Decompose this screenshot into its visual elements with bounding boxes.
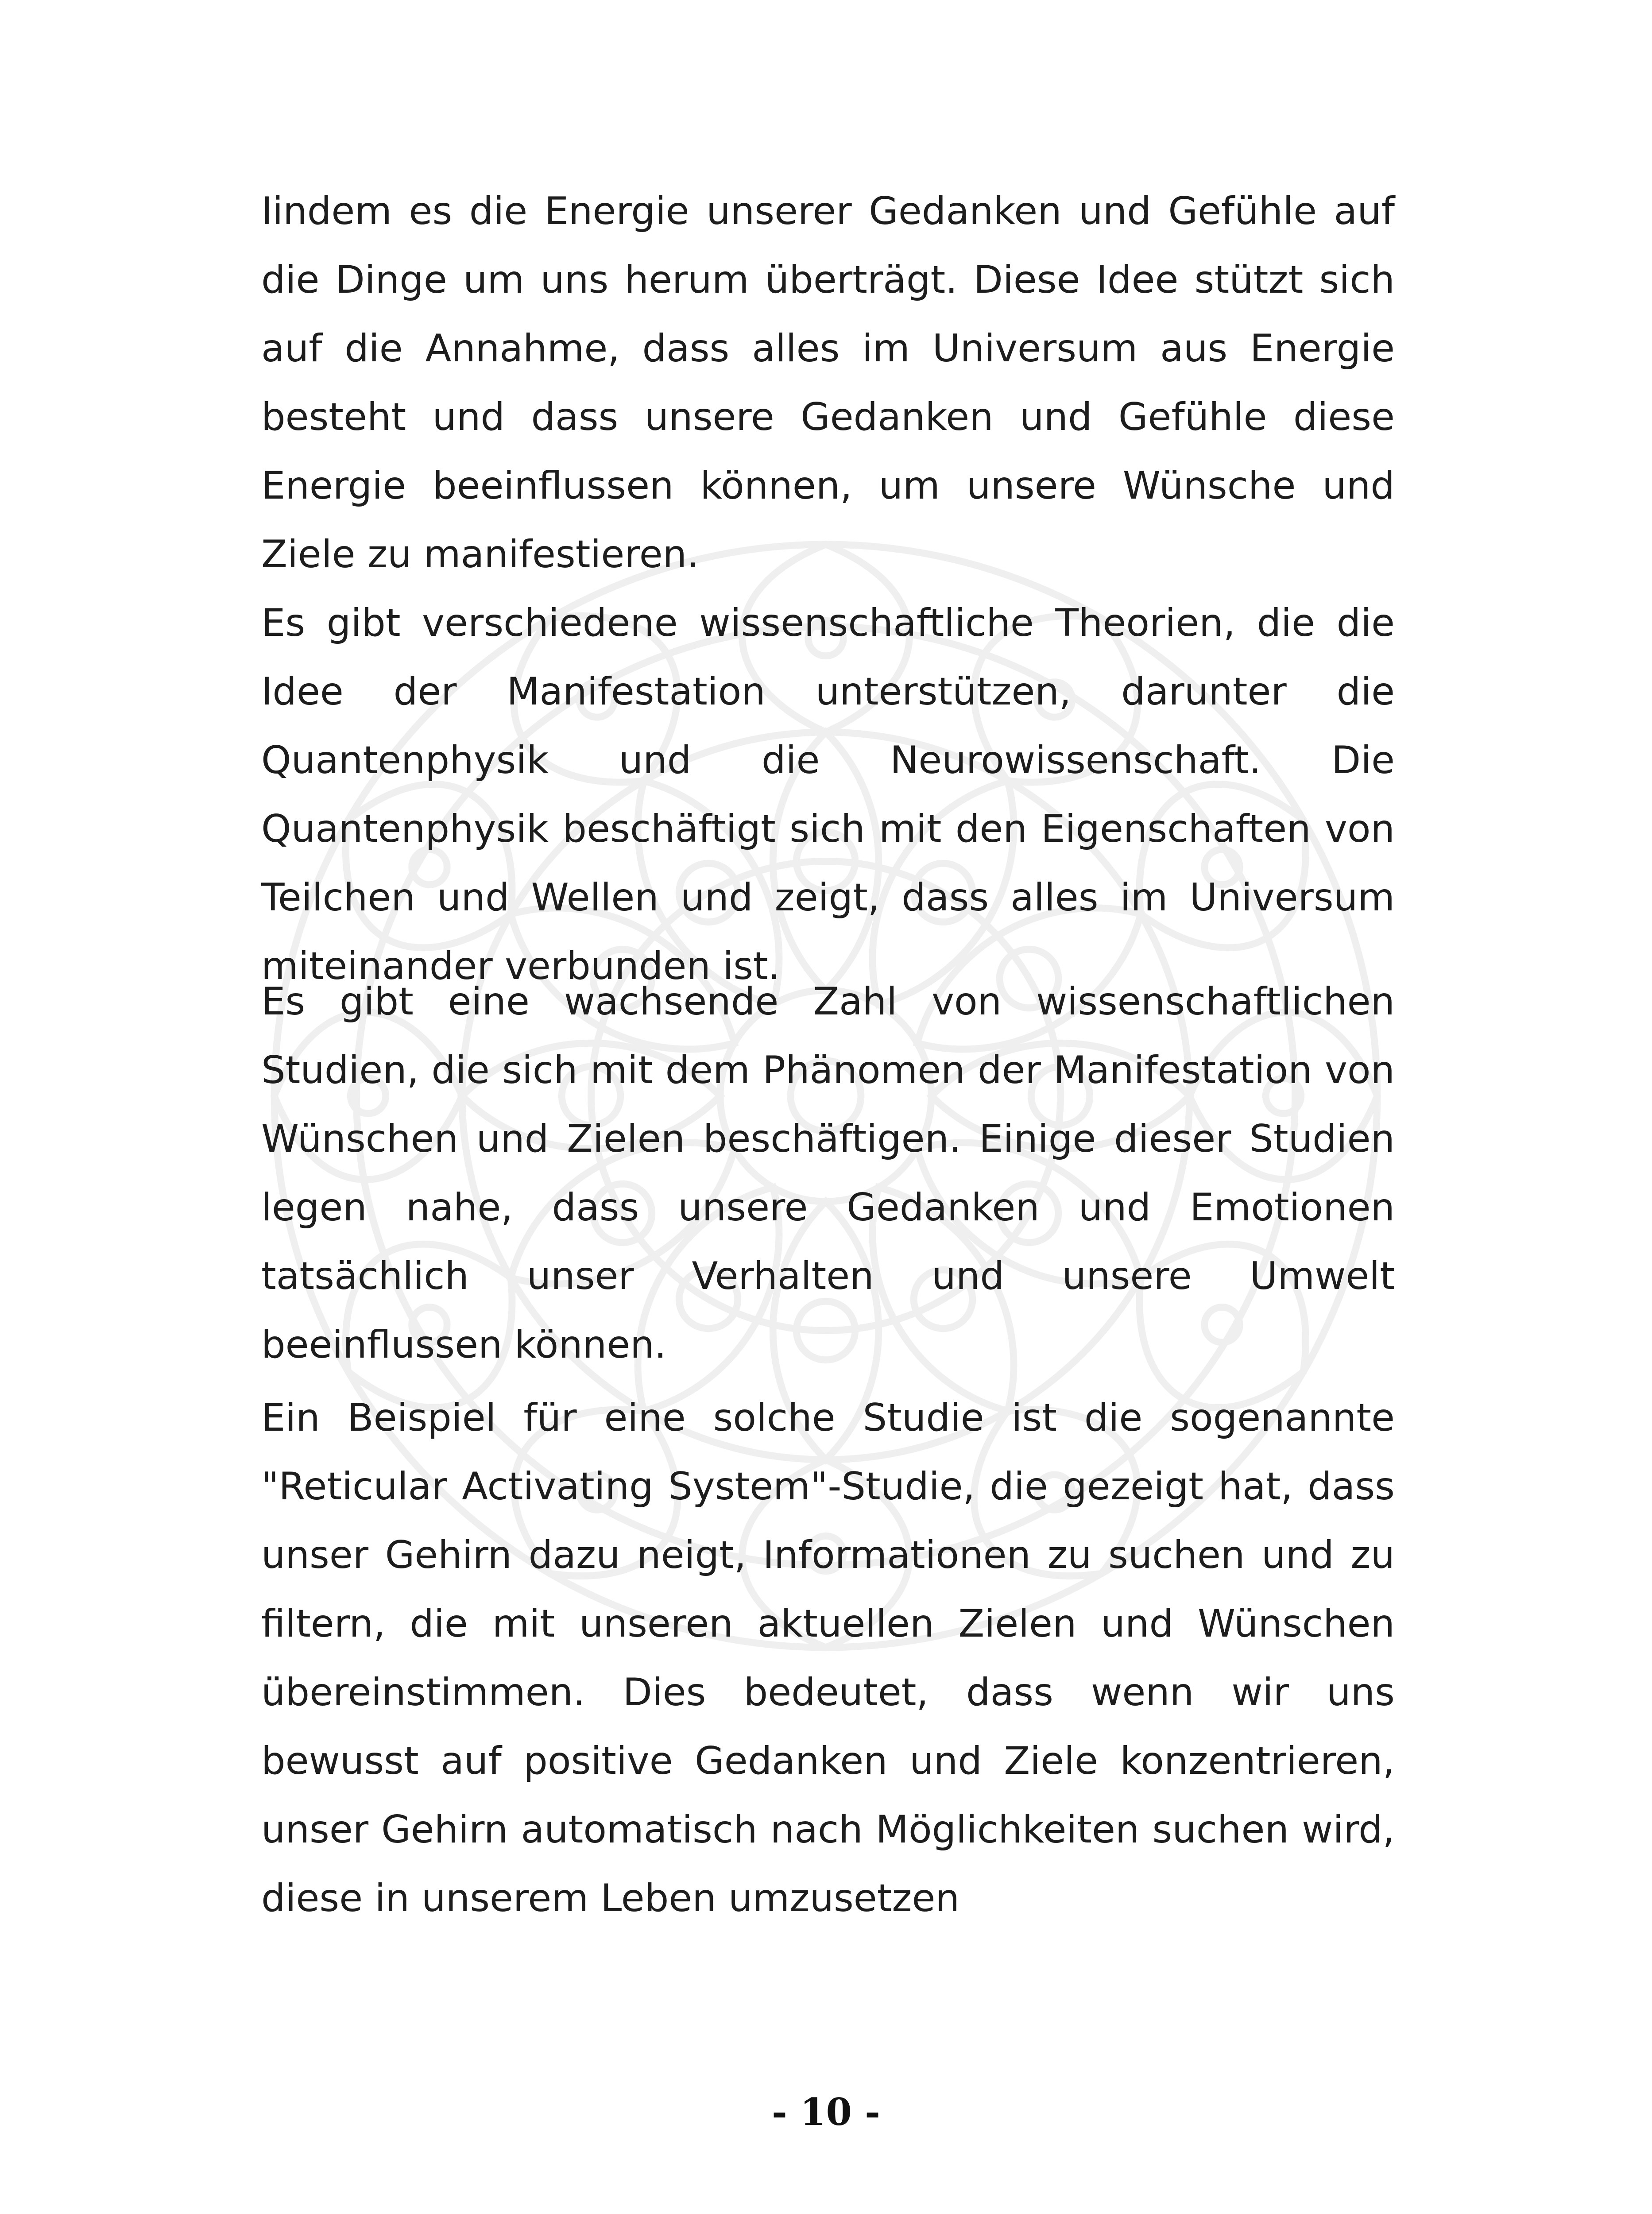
paragraph-3: [261, 968, 1395, 1379]
paragraph-2-text: Es gibt verschiedene wissenschaftliche Theorien, die die Idee der Manifestation unterstützen, darunter die Quantenphysik und die Neurowissenschaft. Die Quantenphysik beschäftigt sich mit den Eigenschaften von Teilchen und Wellen und zeigt, dass alles im Universum miteinander verbunden ist.: [261, 601, 1395, 988]
paragraph-1-text: Iindem es die Energie unserer Gedanken und Gefühle auf die Dinge um uns herum überträgt. Diese Idee stützt sich auf die Annahme, dass alles im Universum aus Energie besteht und dass unsere Gedanken und Gefühle diese Energie beeinflussen können, um unsere Wünsche und Ziele zu manifestieren.: [261, 189, 1395, 577]
paragraph-4: [261, 1384, 1395, 1933]
paragraph-3-text: Es gibt eine wachsende Zahl von wissenschaftlichen Studien, die sich mit dem Phänomen der Manifestation von Wünschen und Zielen beschäftigen. Einige dieser Studien legen nahe, dass unsere Gedanken und Emotionen tatsächlich unser Verhalten und unsere Umwelt beeinflussen können.: [261, 979, 1395, 1367]
paragraph-4-text: Ein Beispiel für eine solche Studie ist die sogenannte "Reticular Activating System"-Studie, die gezeigt hat, dass unser Gehirn dazu neigt, Informationen zu suchen und zu filtern, die mit unseren aktuellen Zielen und Wünschen übereinstimmen. Dies bedeutet, dass wenn wir uns bewusst auf positive Gedanken und Ziele konzentrieren, unser Gehirn automatisch nach Möglichkeiten suchen wird, diese in unserem Leben umzusetzen: [261, 1396, 1395, 1920]
page-number: - 10 -: [771, 2090, 881, 2134]
paragraph-1: [261, 177, 1395, 1001]
